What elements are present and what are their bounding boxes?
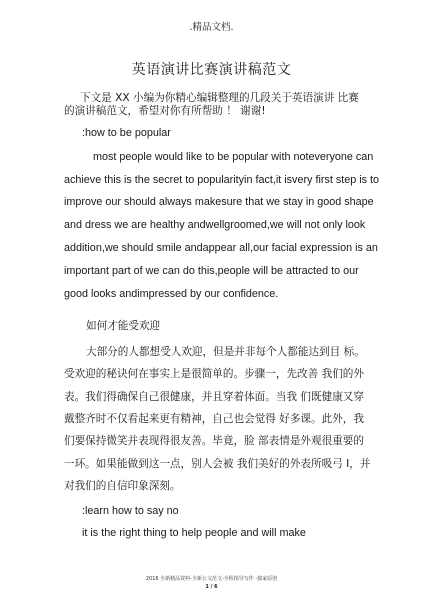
english-line-say-no: it is the right thing to help people and will make (82, 527, 306, 539)
page-number: 1 / 6 (205, 584, 218, 590)
chinese-paragraph-line-6: 一环。如果能做到这一点，别人会被 我们美好的外表所吸弓 I，并 (64, 458, 371, 470)
section-heading-say-no: :learn how to say no (82, 505, 179, 517)
chinese-paragraph-line-7: 对我们的自信印象深刻。 (64, 480, 181, 492)
english-paragraph-line-6: important part of we can do this,people will be attracted to our (64, 265, 359, 277)
page-header: .精品文档. (189, 22, 234, 33)
english-paragraph-line-1: most people would like to be popular with noteveryone can (93, 151, 374, 163)
document-title: 英语演讲比赛演讲稿范文 (131, 62, 292, 78)
intro-line-1: 下文是 XX 小编为你精心编辑整理的几段关于英语演讲 比赛 (80, 92, 359, 104)
english-paragraph-line-7: good looks andimpressed by our confidence. (64, 288, 279, 300)
english-paragraph-line-2: achieve this is the secret to popularityin fact,it isvery first step is to (64, 174, 380, 186)
english-paragraph-line-5: addition,we should smile andappear all,our facial expression is an (64, 242, 378, 254)
english-paragraph-line-3: improve our should always makesure that we stay in good shape (64, 196, 374, 208)
chinese-paragraph-line-5: 们要保持微笑并表现得很友善。毕竟，脸 部表情是外观很重要的 (64, 435, 364, 447)
page-footer: 2016 全新精品资料-全新公文范文-全程指导写作 -独家原创 (145, 576, 278, 582)
intro-line-2: 的演讲稿范文，希望对你有所帮助 ！ 谢谢! (64, 105, 266, 117)
chinese-paragraph-line-2: 受欢迎的秘诀何在事实上是很简单的。步骤一，先改善 我们的外 (64, 368, 364, 380)
section-heading-popular: :how to be popular (82, 127, 171, 139)
chinese-section-heading: 如何才能受欢迎 (86, 320, 161, 332)
english-paragraph-line-4: and dress we are healthy andwellgroomed,we will not only look (64, 219, 366, 231)
chinese-paragraph-line-4: 戴整齐时不仅看起来更有精神，自己也会觉得 好多课。此外，我 (64, 413, 364, 425)
chinese-paragraph-line-1: 大部分的人都想受人欢迎，但是并非每个人都能达到目 标。 (86, 346, 365, 358)
chinese-paragraph-line-3: 表。我们得确保自己很健康，并且穿着体面。当我 们既健康又穿 (64, 391, 364, 403)
